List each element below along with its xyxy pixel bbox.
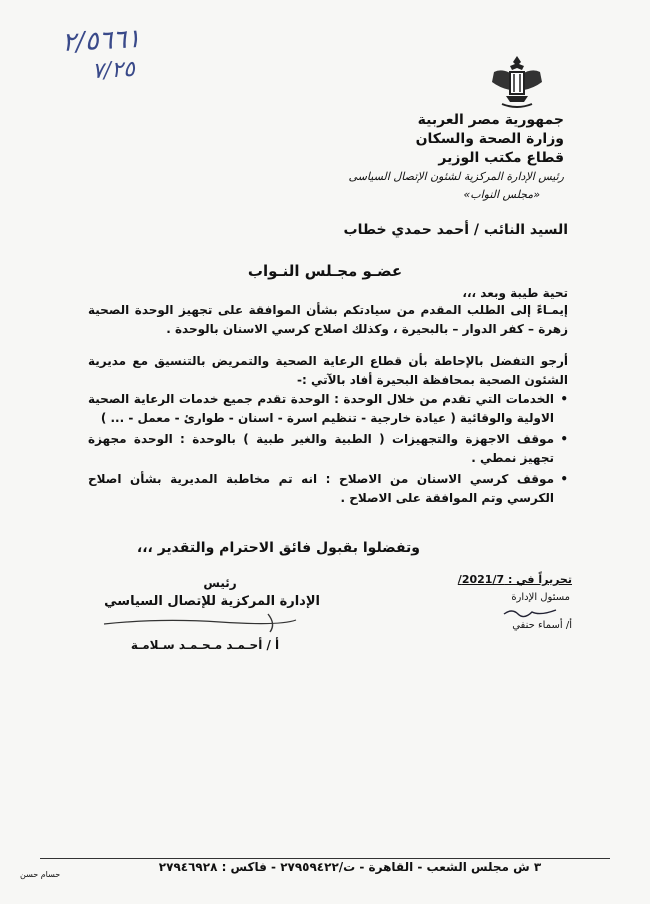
handwritten-reference-number: ٢/٥٦٦١ bbox=[61, 23, 142, 59]
header-council: «مجلس النواب» bbox=[463, 188, 540, 201]
list-item: • موقف الاجهزة والتجهيزات ( الطبية والغير طبية ) بالوحدة : الوحدة مجهزة تجهيز نمطي . bbox=[88, 430, 568, 468]
footer-rule bbox=[40, 858, 610, 859]
left-signature-icon bbox=[500, 604, 560, 620]
request-paragraph: أرجو التفضل بالإحاطة بأن قطاع الرعاية الصحية والتمريض بالتنسيق مع مديرية الشئون الصحية بمحافظة البحيرة أفاد بالآتي :- bbox=[88, 354, 568, 387]
addressee-name: السيد النائب / أحمد حمدي خطاب bbox=[343, 222, 568, 238]
eagle-emblem-icon bbox=[488, 52, 546, 112]
list-item: • موقف كرسي الاسنان من الاصلاح : انه تم مخاطبة المديرية بشأن اصلاح الكرسي وتم الموافقة على الاصلاح . bbox=[88, 470, 568, 508]
footer-address: ٣ ش مجلس الشعب - القاهرة - ت/٢٧٩٥٩٤٢٢ - فاكس : ٢٧٩٤٦٩٢٨ bbox=[158, 860, 542, 874]
responsible-label: مسئول الإدارة bbox=[511, 592, 570, 603]
right-signature-icon bbox=[100, 610, 300, 634]
header-country: جمهورية مصر العربية bbox=[417, 112, 564, 128]
right-signatory-name: أ / أحـمـد مـحـمـد سـلامـة bbox=[130, 638, 280, 652]
right-signatory-title: رئيس bbox=[203, 576, 237, 590]
closing-line: وتفضلوا بقبول فائق الاحترام والتقدير ،،، bbox=[136, 540, 420, 556]
list-item: • الخدمات التي تقدم من خلال الوحدة : الوحدة تقدم جميع خدمات الرعاية الصحية الاولية والوقائية ( عيادة خارجية - تنظيم اسرة - اسنان - طوارئ - معمل - ... ) bbox=[88, 390, 568, 428]
header-sector: قطاع مكتب الوزير bbox=[438, 150, 564, 166]
greeting: تحية طيبة وبعد ،،، bbox=[462, 286, 568, 300]
handwritten-reference-date: ٧/٢٥ bbox=[91, 56, 136, 85]
left-signatory-name: أ/ أسماء حنفي bbox=[512, 620, 572, 631]
addressee-title: عضـو مجـلس النـواب bbox=[247, 262, 403, 280]
header-ministry: وزارة الصحة والسكان bbox=[415, 131, 564, 147]
right-signatory-dept: الإدارة المركزية للإتصال السياسي bbox=[104, 594, 320, 609]
footer-note: حسام حسن bbox=[20, 870, 61, 879]
header-department: رئيس الإدارة المركزية لشئون الإتصال السياسى bbox=[348, 170, 564, 183]
findings-list bbox=[88, 390, 568, 508]
intro-paragraph: إيمـاءً إلى الطلب المقدم من سيادتكم بشأن الموافقة على تجهيز الوحدة الصحية زهرة – كفر الدوار – بالبحيرة ، وكذلك اصلاح كرسي الاسنان بالوحدة . bbox=[88, 303, 568, 336]
written-date: تحريراً في : 2021/7/ bbox=[457, 573, 572, 586]
